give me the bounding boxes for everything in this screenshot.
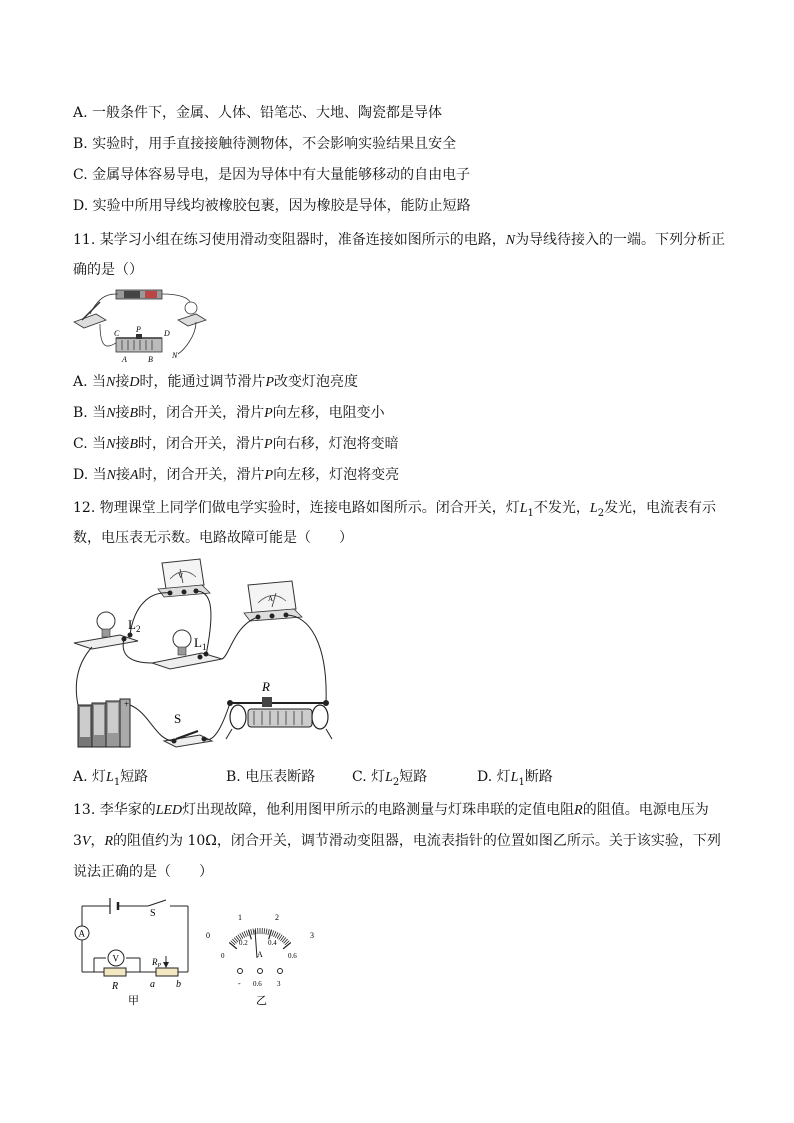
q10-option-c: C. 金属导体容易导电，是因为导体中有大量能够移动的自由电子 xyxy=(73,167,471,183)
scale-tick xyxy=(274,931,276,937)
q12-rheostat-label: R xyxy=(262,679,270,694)
q12-switch-label: S xyxy=(174,711,182,726)
q11-label-n: N xyxy=(172,351,178,360)
q13-yi-s1: 1 xyxy=(238,913,242,922)
q11-label-p: P xyxy=(136,325,141,334)
q13-yi-t02: 0.2 xyxy=(239,939,248,947)
q13-yi-term-minus: - xyxy=(238,979,241,988)
q13-jia-r: R xyxy=(112,981,119,992)
q12-option-b: B. 电压表断路 xyxy=(226,769,316,785)
q12-battery-plus: + xyxy=(124,699,130,709)
q13-jia-switch: S xyxy=(150,908,156,919)
q13-yi-t04: 0.4 xyxy=(268,939,277,947)
q12-option-a: A. 灯$L_1$短路 xyxy=(73,769,149,788)
scale-tick xyxy=(275,932,278,937)
q12-voltmeter-label: V xyxy=(178,572,184,580)
q13-stem-line3: 说法正确的是（ ） xyxy=(73,864,213,880)
q13-jia-voltmeter: V xyxy=(112,953,119,964)
q13-jia-caption: 甲 xyxy=(128,995,139,1007)
q11-stem-line2: 确的是（） xyxy=(73,262,143,278)
q13-jia-a: a xyxy=(150,979,155,990)
scale-tick xyxy=(283,943,291,949)
rheostat-icon xyxy=(226,697,332,739)
q13-jia-ammeter: A xyxy=(78,928,85,939)
scale-tick xyxy=(229,943,237,949)
q13-yi-t06: 0.6 xyxy=(288,952,297,960)
q11-option-c: C. 当N接B时，闭合开关，滑片P向右移，灯泡将变暗 xyxy=(73,436,399,452)
q13-yi-s3: 3 xyxy=(310,931,314,940)
scale-tick xyxy=(268,929,269,935)
q11-label-a: A xyxy=(122,355,127,364)
q13-stem-line2: 3V，R的阻值约为 10Ω，闭合开关，调节滑动变阻器，电流表指针的位置如图乙所示。关于该实验，下列 xyxy=(73,833,721,849)
q13-jia-b: b xyxy=(176,979,181,990)
q11-option-a: A. 当N接D时，能通过调节滑片P改变灯泡亮度 xyxy=(73,374,359,390)
q13-yi-caption: 乙 xyxy=(256,995,267,1007)
ammeter-icon xyxy=(244,581,302,621)
battery-icon xyxy=(78,699,130,747)
q13-jia-rp: $R_P$ xyxy=(152,957,162,969)
q10-option-a: A. 一般条件下，金属、人体、铅笔芯、大地、陶瓷都是导体 xyxy=(73,105,443,121)
q13-yi-s2: 2 xyxy=(275,913,279,922)
q11-label-d: D xyxy=(164,329,170,338)
q12-ammeter-label: A xyxy=(268,595,274,603)
scale-tick xyxy=(264,928,265,934)
q12-l2-label: $L_2$ xyxy=(128,617,141,634)
q10-option-b: B. 实验时，用手直接接触待测物体，不会影响实验结果且安全 xyxy=(73,136,457,152)
q11-circuit-figure xyxy=(70,284,210,364)
q12-option-c: C. 灯$L_2$短路 xyxy=(352,769,428,788)
voltmeter-icon xyxy=(158,559,210,597)
scale-tick xyxy=(244,931,246,937)
q11-option-d: D. 当N接A时，闭合开关，滑片P向左移，灯泡将变亮 xyxy=(73,467,400,483)
scale-tick xyxy=(253,929,254,935)
q11-label-c: C xyxy=(114,329,120,338)
scale-tick xyxy=(272,930,274,936)
q12-stem-line2: 数，电压表无示数。电路故障可能是（ ） xyxy=(73,530,353,546)
q12-option-d: D. 灯$L_1$断路 xyxy=(477,769,553,788)
scale-tick xyxy=(266,929,267,935)
q13-yi-term-3: 3 xyxy=(277,980,281,988)
scale-tick xyxy=(246,930,248,936)
bulb-icon xyxy=(152,630,222,669)
scale-tick xyxy=(242,932,245,937)
q13-yi-unit: A xyxy=(257,950,263,959)
q13-figure-jia xyxy=(70,892,198,1014)
q11-stem-line1: 11. 某学习小组在练习使用滑动变阻器时，准备连接如图所示的电路，N为导线待接入的一端。下列分析正 xyxy=(73,232,726,248)
q11-label-b: B xyxy=(148,355,153,364)
q12-circuit-figure xyxy=(70,555,340,760)
q11-option-b: B. 当N接B时，闭合开关，滑片P向左移，电阻变小 xyxy=(73,405,385,421)
q12-l1-label: $L_1$ xyxy=(194,635,207,652)
q13-yi-s0: 0 xyxy=(206,931,210,940)
q10-option-d: D. 实验中所用导线均被橡胶包裹，因为橡胶是导体，能防止短路 xyxy=(73,198,471,214)
q13-stem-line1: 13. 李华家的LED灯出现故障，他利用图甲所示的电路测量与灯珠串联的定值电阻R的阻值。电源电压为 xyxy=(73,802,709,818)
scale-tick xyxy=(251,929,252,935)
q12-stem-line1: 12. 物理课堂上同学们做电学实验时，连接电路如图所示。闭合开关，灯$L_1$不发光，$L_2$发光，电流表有示 xyxy=(73,500,717,519)
q13-yi-term-06: 0.6 xyxy=(253,980,262,988)
q13-figure-yi xyxy=(200,906,324,1014)
q13-yi-t0: 0 xyxy=(221,952,225,960)
